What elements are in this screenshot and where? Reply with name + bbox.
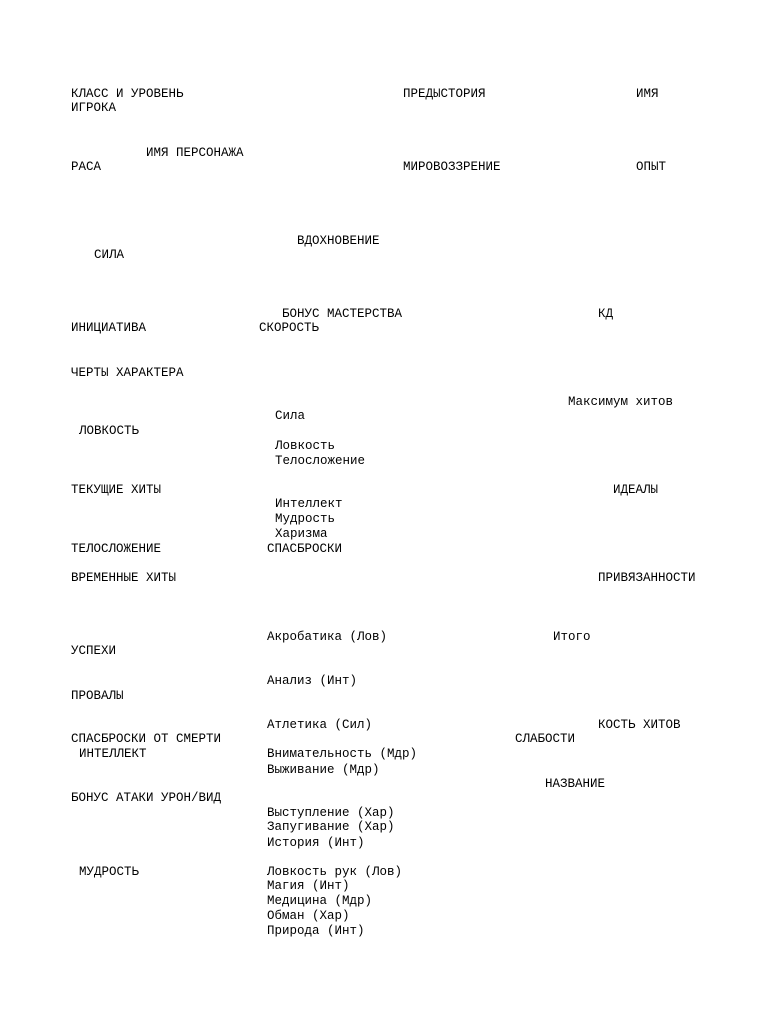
saving-throw-item: Мудрость	[275, 512, 336, 526]
current-hp-label: ТЕКУЩИЕ ХИТЫ	[71, 483, 162, 497]
bonds-label: ПРИВЯЗАННОСТИ	[598, 571, 696, 585]
hit-dice-label: КОСТЬ ХИТОВ	[598, 718, 681, 732]
temp-hp-label: ВРЕМЕННЫЕ ХИТЫ	[71, 571, 177, 585]
flaws-label: СЛАБОСТИ	[515, 732, 576, 746]
skill-item: Выживание (Мдр)	[267, 763, 380, 777]
skill-item: Анализ (Инт)	[267, 674, 358, 688]
attack-name-label: НАЗВАНИЕ	[545, 777, 606, 791]
race-label: РАСА	[71, 160, 102, 174]
skill-item: Природа (Инт)	[267, 924, 365, 938]
speed-label: СКОРОСТЬ	[259, 321, 320, 335]
ideals-label: ИДЕАЛЫ	[613, 483, 659, 497]
skill-item: Атлетика (Сил)	[267, 718, 373, 732]
saving-throw-item: Харизма	[275, 527, 328, 541]
personality-traits-label: ЧЕРТЫ ХАРАКТЕРА	[71, 366, 184, 380]
successes-label: УСПЕХИ	[71, 644, 117, 658]
saving-throws-title: СПАСБРОСКИ	[267, 542, 343, 556]
name-label: ИМЯ	[636, 87, 659, 101]
skill-item: Обман (Хар)	[267, 909, 350, 923]
proficiency-bonus-label: БОНУС МАСТЕРСТВА	[282, 307, 403, 321]
skill-item: Магия (Инт)	[267, 879, 350, 893]
skill-item: Внимательность (Мдр)	[267, 747, 418, 761]
saving-throw-item: Сила	[275, 409, 306, 423]
attack-bonus-damage-label: БОНУС АТАКИ УРОН/ВИД	[71, 791, 222, 805]
wisdom-label: МУДРОСТЬ	[79, 865, 140, 879]
inspiration-label: ВДОХНОВЕНИЕ	[297, 234, 380, 248]
death-saves-label: СПАСБРОСКИ ОТ СМЕРТИ	[71, 732, 222, 746]
skill-item: Ловкость рук (Лов)	[267, 865, 403, 879]
skill-item: Акробатика (Лов)	[267, 630, 388, 644]
armor-class-label: КД	[598, 307, 614, 321]
class-level-label: КЛАСС И УРОВЕНЬ	[71, 87, 184, 101]
background-label: ПРЕДЫСТОРИЯ	[403, 87, 486, 101]
saving-throw-item: Ловкость	[275, 439, 336, 453]
skill-item: Медицина (Мдр)	[267, 894, 373, 908]
experience-label: ОПЫТ	[636, 160, 667, 174]
intelligence-label: ИНТЕЛЛЕКТ	[79, 747, 147, 761]
hp-max-label: Максимум хитов	[568, 395, 674, 409]
skill-item: История (Инт)	[267, 836, 365, 850]
character-name-label: ИМЯ ПЕРСОНАЖА	[146, 146, 244, 160]
failures-label: ПРОВАЛЫ	[71, 689, 124, 703]
strength-label: СИЛА	[94, 248, 125, 262]
initiative-label: ИНИЦИАТИВА	[71, 321, 147, 335]
player-label: ИГРОКА	[71, 101, 117, 115]
constitution-label: ТЕЛОСЛОЖЕНИЕ	[71, 542, 162, 556]
dexterity-label: ЛОВКОСТЬ	[79, 424, 140, 438]
skill-item: Выступление (Хар)	[267, 806, 395, 820]
skill-item: Запугивание (Хар)	[267, 820, 395, 834]
saving-throw-item: Телосложение	[275, 454, 366, 468]
saving-throw-item: Интеллект	[275, 497, 343, 511]
alignment-label: МИРОВОЗЗРЕНИЕ	[403, 160, 501, 174]
total-label: Итого	[553, 630, 591, 644]
